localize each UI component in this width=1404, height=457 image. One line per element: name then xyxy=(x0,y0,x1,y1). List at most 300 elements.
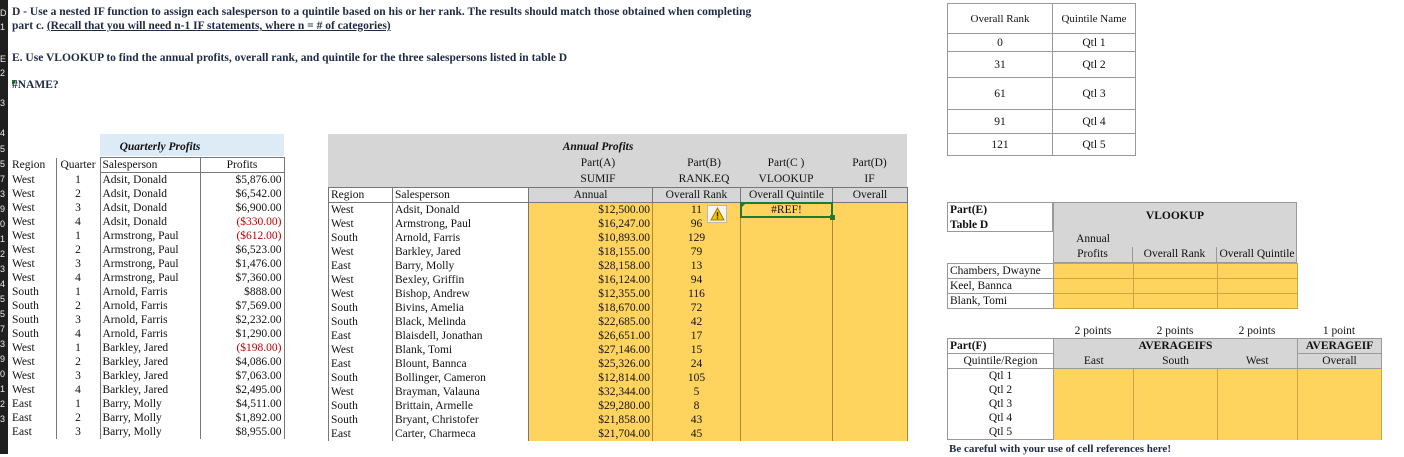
cell-salesperson[interactable]: Barkley, Jared xyxy=(100,355,200,369)
cell-profits[interactable]: $2,232.00 xyxy=(200,313,284,327)
cell-overall-quintile[interactable] xyxy=(741,413,833,427)
cell-overall-if[interactable] xyxy=(833,315,908,329)
cell-overall-if[interactable] xyxy=(833,357,908,371)
part-f-east-cell[interactable] xyxy=(1054,425,1134,440)
part-f-quintile-cell[interactable]: Qtl 3 xyxy=(948,397,1054,411)
quarterly-title: Quarterly Profits xyxy=(119,141,201,153)
cell-annual-profit[interactable]: $22,685.00 xyxy=(529,315,653,329)
table-row xyxy=(10,327,284,341)
cell-region[interactable]: West xyxy=(329,245,393,259)
part-e-annual-cell[interactable] xyxy=(1054,279,1134,294)
cell-region[interactable]: South xyxy=(329,399,393,413)
cell-profits[interactable]: $6,523.00 xyxy=(200,243,284,257)
table-row xyxy=(329,231,908,245)
cell-overall-rank[interactable]: 43 xyxy=(653,413,741,427)
cell-overall-if[interactable] xyxy=(833,203,908,218)
quintile-rank-cell[interactable]: 61 xyxy=(948,78,1053,110)
quintile-name-cell[interactable]: Qtl 5 xyxy=(1053,134,1136,156)
table-row xyxy=(10,243,284,257)
cell-overall-rank[interactable]: 96 xyxy=(653,217,741,231)
cell-region[interactable]: West xyxy=(10,243,56,257)
cell-overall-quintile[interactable] xyxy=(741,399,833,413)
annual-title: Annual Profits xyxy=(562,141,634,153)
cell-region[interactable]: South xyxy=(10,327,56,341)
quintile-name-cell[interactable]: Qtl 2 xyxy=(1053,52,1136,78)
part-e-name-cell[interactable]: Chambers, Dwayne xyxy=(948,264,1054,279)
part-b-label: Part(B) xyxy=(687,157,721,169)
cell-salesperson[interactable]: Barkley, Jared xyxy=(100,341,200,355)
table-row xyxy=(10,215,284,229)
row-number[interactable]: 5 xyxy=(0,159,6,169)
table-row xyxy=(10,369,284,383)
part-e-rank-cell[interactable] xyxy=(1134,264,1218,279)
cell-overall-quintile[interactable] xyxy=(741,329,833,343)
cell-overall-if[interactable] xyxy=(833,287,908,301)
cell-annual-profit[interactable]: $12,500.00 xyxy=(529,203,653,218)
row-number[interactable]: 1 xyxy=(0,384,6,394)
table-row xyxy=(10,271,284,285)
part-f-overall-cell[interactable] xyxy=(1298,397,1382,411)
cell-overall-quintile[interactable] xyxy=(741,273,833,287)
cell-overall-quintile[interactable] xyxy=(741,427,833,441)
cell-profits[interactable]: $5,876.00 xyxy=(200,173,284,188)
cell-profits[interactable]: $7,569.00 xyxy=(200,299,284,313)
cell-salesperson[interactable]: Brittain, Armelle xyxy=(393,399,529,413)
part-e-rank-cell[interactable] xyxy=(1134,279,1218,294)
cell-salesperson[interactable]: Armstrong, Paul xyxy=(100,229,200,243)
table-row xyxy=(329,385,908,399)
quintile-name-cell[interactable]: Qtl 4 xyxy=(1053,110,1136,134)
table-row xyxy=(329,329,908,343)
cell-profits[interactable]: ($612.00) xyxy=(200,229,284,243)
cell-profits[interactable]: $888.00 xyxy=(200,285,284,299)
row-number[interactable]: 7 xyxy=(0,174,6,184)
cell-overall-if[interactable] xyxy=(833,385,908,399)
cell-salesperson[interactable]: Brayman, Valauna xyxy=(393,385,529,399)
cell-region[interactable]: South xyxy=(329,371,393,385)
cell-region[interactable]: West xyxy=(329,287,393,301)
row-number[interactable]: 0 xyxy=(0,369,6,379)
part-e-vlookup: VLOOKUP xyxy=(1145,210,1205,222)
part-f-averageifs: AVERAGEIFS xyxy=(1134,339,1218,354)
cell-salesperson[interactable]: Bryant, Christofer xyxy=(393,413,529,427)
cell-profits[interactable]: $1,290.00 xyxy=(200,327,284,341)
table-row xyxy=(10,229,284,243)
cell-region[interactable]: South xyxy=(329,301,393,315)
cell-overall-quintile[interactable] xyxy=(741,371,833,385)
cell-overall-rank[interactable]: 79 xyxy=(653,245,741,259)
quintile-name-cell[interactable]: Qtl 3 xyxy=(1053,78,1136,110)
row-number[interactable]: 3 xyxy=(0,264,6,274)
cell-annual-profit[interactable]: $26,651.00 xyxy=(529,329,653,343)
cell-annual-profit[interactable]: $16,247.00 xyxy=(529,217,653,231)
cell-overall-quintile[interactable] xyxy=(741,287,833,301)
cell-region[interactable]: West xyxy=(10,201,56,215)
cell-profits[interactable]: $4,511.00 xyxy=(200,397,284,411)
cell-salesperson[interactable]: Armstrong, Paul xyxy=(393,217,529,231)
cell-salesperson[interactable]: Black, Melinda xyxy=(393,315,529,329)
cell-overall-if[interactable] xyxy=(833,371,908,385)
part-e-quintile-cell[interactable] xyxy=(1218,279,1298,294)
cell-profits[interactable]: $2,495.00 xyxy=(200,383,284,397)
quintile-rank-cell[interactable]: 91 xyxy=(948,110,1053,134)
cell-quarter[interactable]: 1 xyxy=(56,285,100,299)
cell-overall-quintile[interactable] xyxy=(741,343,833,357)
part-f-header-spacer xyxy=(1054,339,1134,354)
cell-overall-if[interactable] xyxy=(833,245,908,259)
cell-region[interactable]: West xyxy=(10,229,56,243)
cell-salesperson[interactable]: Barkley, Jared xyxy=(100,383,200,397)
row-number[interactable]: 5 xyxy=(0,144,6,154)
col-header-profits: Profits xyxy=(200,158,284,173)
table-row xyxy=(948,369,1382,384)
cell-annual-profit[interactable]: $18,155.00 xyxy=(529,245,653,259)
table-row xyxy=(329,259,908,273)
row-number[interactable]: E xyxy=(0,54,7,64)
table-row xyxy=(10,355,284,369)
cell-region[interactable]: South xyxy=(10,285,56,299)
cell-overall-if[interactable] xyxy=(833,427,908,441)
cell-profits[interactable]: $1,476.00 xyxy=(200,257,284,271)
cell-annual-profit[interactable]: $16,124.00 xyxy=(529,273,653,287)
cell-quarter[interactable]: 4 xyxy=(56,327,100,341)
cell-region[interactable]: East xyxy=(329,357,393,371)
cell-region[interactable]: South xyxy=(10,313,56,327)
part-f-overall-cell[interactable] xyxy=(1298,383,1382,397)
part-f-region-overall: Overall xyxy=(1298,354,1382,369)
part-f-region-west: West xyxy=(1218,354,1298,369)
cell-salesperson[interactable]: Armstrong, Paul xyxy=(100,271,200,285)
cell-overall-rank[interactable]: 105 xyxy=(653,371,741,385)
table-row xyxy=(948,264,1298,279)
cell-overall-rank[interactable]: 11 xyxy=(653,203,741,218)
row-number[interactable]: 0 xyxy=(0,219,6,229)
cell-annual-profit[interactable]: $29,280.00 xyxy=(529,399,653,413)
cell-region[interactable]: West xyxy=(329,343,393,357)
cell-salesperson[interactable]: Adsit, Donald xyxy=(100,173,200,188)
annual-col-rank: Overall Rank xyxy=(653,188,741,203)
cell-quarter[interactable]: 2 xyxy=(56,243,100,257)
cell-overall-rank[interactable]: 116 xyxy=(653,287,741,301)
cell-overall-quintile[interactable]: #REF! xyxy=(741,203,833,218)
cell-overall-if[interactable] xyxy=(833,329,908,343)
cell-profits[interactable]: ($330.00) xyxy=(200,215,284,229)
cell-region[interactable]: East xyxy=(10,397,56,411)
cell-overall-rank[interactable]: 15 xyxy=(653,343,741,357)
row-number[interactable]: 5 xyxy=(0,309,6,319)
instruction-d-line2 xyxy=(12,20,391,32)
part-f-east-cell[interactable] xyxy=(1054,369,1134,384)
cell-salesperson[interactable]: Barry, Molly xyxy=(100,411,200,425)
cell-salesperson[interactable]: Bishop, Andrew xyxy=(393,287,529,301)
cell-salesperson[interactable]: Armstrong, Paul xyxy=(100,257,200,271)
cell-quarter[interactable]: 1 xyxy=(56,341,100,355)
cell-annual-profit[interactable]: $28,158.00 xyxy=(529,259,653,273)
cell-quarter[interactable]: 3 xyxy=(56,425,100,439)
cell-quarter[interactable]: 3 xyxy=(56,313,100,327)
cell-salesperson[interactable]: Arnold, Farris xyxy=(100,285,200,299)
selected-cell-outline[interactable] xyxy=(740,202,833,218)
table-row xyxy=(948,279,1298,294)
part-f-label: Part(F) xyxy=(948,339,1054,354)
cell-profits[interactable]: $7,063.00 xyxy=(200,369,284,383)
cell-overall-if[interactable] xyxy=(833,259,908,273)
cell-region[interactable]: East xyxy=(329,259,393,273)
cell-region[interactable]: West xyxy=(329,273,393,287)
cell-quarter[interactable]: 3 xyxy=(56,257,100,271)
part-f-quintile-cell[interactable]: Qtl 4 xyxy=(948,411,1054,425)
cell-profits[interactable]: $7,360.00 xyxy=(200,271,284,285)
row-number[interactable]: 2 xyxy=(0,68,6,78)
cell-region[interactable]: East xyxy=(329,329,393,343)
table-row xyxy=(329,399,908,413)
cell-quarter[interactable]: 3 xyxy=(56,369,100,383)
cell-quarter[interactable]: 4 xyxy=(56,271,100,285)
error-warning-button[interactable] xyxy=(707,205,727,223)
cell-overall-quintile[interactable] xyxy=(741,231,833,245)
quintile-header-name: Quintile Name xyxy=(1053,4,1136,34)
part-f-region-south: South xyxy=(1134,354,1218,369)
cell-region[interactable]: West xyxy=(10,383,56,397)
part-f-header-spacer xyxy=(1218,339,1298,354)
part-e-name-cell[interactable]: Blank, Tomi xyxy=(948,294,1054,309)
quintile-rank-cell[interactable]: 121 xyxy=(948,134,1053,156)
row-number[interactable]: 9 xyxy=(0,354,6,364)
cell-overall-rank[interactable]: 94 xyxy=(653,273,741,287)
part-f-west-cell[interactable] xyxy=(1218,411,1298,425)
part-e-label: Part(E) xyxy=(950,204,988,216)
cell-salesperson[interactable]: Carter, Charmeca xyxy=(393,427,529,441)
cell-salesperson[interactable]: Bivins, Amelia xyxy=(393,301,529,315)
row-number[interactable]: 7 xyxy=(0,324,6,334)
cell-region[interactable]: West xyxy=(10,369,56,383)
cell-region[interactable]: West xyxy=(10,257,56,271)
cell-region[interactable]: West xyxy=(329,217,393,231)
part-f-south-cell[interactable] xyxy=(1134,397,1218,411)
cell-region[interactable]: West xyxy=(329,203,393,218)
cell-quarter[interactable]: 2 xyxy=(56,187,100,201)
cell-quarter[interactable]: 1 xyxy=(56,173,100,188)
part-e-rank-cell[interactable] xyxy=(1134,294,1218,309)
row-number[interactable]: 1 xyxy=(0,22,6,32)
cell-region[interactable]: West xyxy=(329,385,393,399)
part-f-east-cell[interactable] xyxy=(1054,383,1134,397)
cell-overall-rank[interactable]: 24 xyxy=(653,357,741,371)
part-c-label: Part(C ) xyxy=(767,157,805,169)
cell-profits[interactable]: $1,892.00 xyxy=(200,411,284,425)
cell-region[interactable]: West xyxy=(10,215,56,229)
cell-profits[interactable]: $6,900.00 xyxy=(200,201,284,215)
cell-annual-profit[interactable]: $21,704.00 xyxy=(529,427,653,441)
cell-salesperson[interactable]: Blaisdell, Jonathan xyxy=(393,329,529,343)
part-f-east-cell[interactable] xyxy=(1054,397,1134,411)
part-f-west-cell[interactable] xyxy=(1218,397,1298,411)
cell-overall-quintile[interactable] xyxy=(741,245,833,259)
part-f-points-west: 2 points xyxy=(1238,325,1276,337)
cell-region[interactable]: West xyxy=(10,271,56,285)
cell-region[interactable]: West xyxy=(10,355,56,369)
table-row xyxy=(10,257,284,271)
part-e-quintile-cell[interactable] xyxy=(1218,264,1298,279)
table-row xyxy=(10,201,284,215)
cell-overall-rank[interactable]: 45 xyxy=(653,427,741,441)
row-number[interactable]: 4 xyxy=(0,128,6,138)
cell-overall-quintile[interactable] xyxy=(741,315,833,329)
part-e-col-quintile: Overall Quintile xyxy=(1219,248,1295,260)
cell-profits[interactable]: $4,086.00 xyxy=(200,355,284,369)
part-f-overall-cell[interactable] xyxy=(1298,411,1382,425)
cell-quarter[interactable]: 2 xyxy=(56,299,100,313)
row-number[interactable]: 5 xyxy=(0,294,6,304)
cell-region[interactable]: West xyxy=(10,187,56,201)
row-number[interactable]: 2 xyxy=(0,249,6,259)
cell-overall-quintile[interactable] xyxy=(741,385,833,399)
cell-salesperson[interactable]: Armstrong, Paul xyxy=(100,243,200,257)
part-f-footnote: Be careful with your use of cell references here! xyxy=(949,443,1171,455)
instruction-e: E. Use VLOOKUP to find the annual profits, overall rank, and quintile for the three salespersons listed in table D xyxy=(12,52,568,64)
part-f-west-cell[interactable] xyxy=(1218,383,1298,397)
row-number[interactable]: 3 xyxy=(0,98,6,108)
cell-annual-profit[interactable]: $10,893.00 xyxy=(529,231,653,245)
cell-overall-rank[interactable]: 8 xyxy=(653,399,741,413)
row-number[interactable]: 4 xyxy=(0,279,6,289)
cell-salesperson[interactable]: Barry, Molly xyxy=(100,397,200,411)
cell-salesperson[interactable]: Adsit, Donald xyxy=(393,203,529,218)
quintile-rank-cell[interactable]: 31 xyxy=(948,52,1053,78)
cell-profits[interactable]: ($198.00) xyxy=(200,341,284,355)
cell-overall-quintile[interactable] xyxy=(741,301,833,315)
cell-quarter[interactable]: 1 xyxy=(56,229,100,243)
cell-overall-quintile[interactable] xyxy=(741,357,833,371)
cell-region[interactable]: South xyxy=(329,231,393,245)
name-error-cell[interactable]: #NAME? xyxy=(12,79,59,91)
cell-profits[interactable]: $8,955.00 xyxy=(200,425,284,439)
cell-region[interactable]: South xyxy=(10,299,56,313)
part-f-table xyxy=(947,338,1382,440)
part-f-overall-cell[interactable] xyxy=(1298,369,1382,384)
cell-quarter[interactable]: 4 xyxy=(56,383,100,397)
cell-region[interactable]: South xyxy=(329,315,393,329)
part-f-south-cell[interactable] xyxy=(1134,383,1218,397)
part-e-quintile-cell[interactable] xyxy=(1218,294,1298,309)
part-f-overall-cell[interactable] xyxy=(1298,425,1382,440)
cell-overall-rank[interactable]: 42 xyxy=(653,315,741,329)
cell-quarter[interactable]: 2 xyxy=(56,355,100,369)
cell-annual-profit[interactable]: $25,326.00 xyxy=(529,357,653,371)
cell-overall-quintile[interactable] xyxy=(741,259,833,273)
cell-annual-profit[interactable]: $32,344.00 xyxy=(529,385,653,399)
cell-salesperson[interactable]: Bexley, Griffin xyxy=(393,273,529,287)
row-number[interactable]: 1 xyxy=(0,234,6,244)
cell-salesperson[interactable]: Adsit, Donald xyxy=(100,187,200,201)
cell-salesperson[interactable]: Barkley, Jared xyxy=(100,369,200,383)
row-number[interactable]: 2 xyxy=(0,399,6,409)
quintile-rank-cell[interactable]: 0 xyxy=(948,34,1053,52)
cell-region[interactable]: West xyxy=(10,341,56,355)
row-number[interactable]: 3 xyxy=(0,414,6,424)
cell-overall-rank[interactable]: 72 xyxy=(653,301,741,315)
cell-salesperson[interactable]: Barry, Molly xyxy=(100,425,200,439)
cell-salesperson[interactable]: Adsit, Donald xyxy=(100,215,200,229)
cell-overall-if[interactable] xyxy=(833,217,908,231)
cell-salesperson[interactable]: Barry, Molly xyxy=(393,259,529,273)
cell-overall-if[interactable] xyxy=(833,273,908,287)
instruction-d-prefix: part c. xyxy=(12,20,47,32)
cell-overall-if[interactable] xyxy=(833,399,908,413)
cell-salesperson[interactable]: Bollinger, Cameron xyxy=(393,371,529,385)
part-e-annual-cell[interactable] xyxy=(1054,294,1134,309)
cell-overall-rank[interactable]: 13 xyxy=(653,259,741,273)
part-e-annual-cell[interactable] xyxy=(1054,264,1134,279)
cell-salesperson[interactable]: Arnold, Farris xyxy=(393,231,529,245)
cell-region[interactable]: South xyxy=(329,413,393,427)
cell-annual-profit[interactable]: $12,355.00 xyxy=(529,287,653,301)
cell-salesperson[interactable]: Arnold, Farris xyxy=(100,313,200,327)
table-row xyxy=(329,287,908,301)
cell-overall-rank[interactable]: 5 xyxy=(653,385,741,399)
cell-overall-if[interactable] xyxy=(833,413,908,427)
part-f-averageif: AVERAGEIF xyxy=(1298,339,1382,354)
cell-annual-profit[interactable]: $27,146.00 xyxy=(529,343,653,357)
cell-region[interactable]: West xyxy=(10,173,56,188)
part-f-south-cell[interactable] xyxy=(1134,369,1218,384)
row-number[interactable]: D xyxy=(0,8,7,18)
part-f-quintile-cell[interactable]: Qtl 1 xyxy=(948,369,1054,384)
cell-overall-if[interactable] xyxy=(833,343,908,357)
part-f-south-cell[interactable] xyxy=(1134,411,1218,425)
cell-overall-if[interactable] xyxy=(833,301,908,315)
part-f-quintile-cell[interactable]: Qtl 2 xyxy=(948,383,1054,397)
cell-overall-rank[interactable]: 129 xyxy=(653,231,741,245)
part-f-quintile-cell[interactable]: Qtl 5 xyxy=(948,425,1054,440)
cell-overall-rank[interactable]: 17 xyxy=(653,329,741,343)
cell-region[interactable]: East xyxy=(10,425,56,439)
cell-region[interactable]: East xyxy=(10,411,56,425)
quintile-name-cell[interactable]: Qtl 1 xyxy=(1053,34,1136,52)
cell-salesperson[interactable]: Barkley, Jared xyxy=(393,245,529,259)
cell-quarter[interactable]: 3 xyxy=(56,201,100,215)
cell-salesperson[interactable]: Arnold, Farris xyxy=(100,299,200,313)
table-row xyxy=(10,411,284,425)
table-row xyxy=(10,313,284,327)
cell-salesperson[interactable]: Arnold, Farris xyxy=(100,327,200,341)
cell-profits[interactable]: $6,542.00 xyxy=(200,187,284,201)
table-row xyxy=(329,245,908,259)
cell-annual-profit[interactable]: $12,814.00 xyxy=(529,371,653,385)
col-header-salesperson: Salesperson xyxy=(100,158,200,173)
cell-quarter[interactable]: 2 xyxy=(56,411,100,425)
cell-annual-profit[interactable]: $18,670.00 xyxy=(529,301,653,315)
part-f-west-cell[interactable] xyxy=(1218,425,1298,440)
cell-quarter[interactable]: 4 xyxy=(56,215,100,229)
part-e-name-cell[interactable]: Keel, Bannca xyxy=(948,279,1054,294)
cell-salesperson[interactable]: Blank, Tomi xyxy=(393,343,529,357)
row-number[interactable]: 9 xyxy=(0,204,6,214)
cell-region[interactable]: East xyxy=(329,427,393,441)
part-f-south-cell[interactable] xyxy=(1134,425,1218,440)
row-number[interactable]: 3 xyxy=(0,189,6,199)
part-f-east-cell[interactable] xyxy=(1054,411,1134,425)
cell-quarter[interactable]: 1 xyxy=(56,397,100,411)
part-f-west-cell[interactable] xyxy=(1218,369,1298,384)
fill-handle[interactable] xyxy=(830,215,835,220)
cell-overall-quintile[interactable] xyxy=(741,217,833,231)
cell-salesperson[interactable]: Adsit, Donald xyxy=(100,201,200,215)
cell-annual-profit[interactable]: $21,858.00 xyxy=(529,413,653,427)
cell-salesperson[interactable]: Blount, Bannca xyxy=(393,357,529,371)
row-number[interactable]: 3 xyxy=(0,339,6,349)
cell-overall-if[interactable] xyxy=(833,231,908,245)
